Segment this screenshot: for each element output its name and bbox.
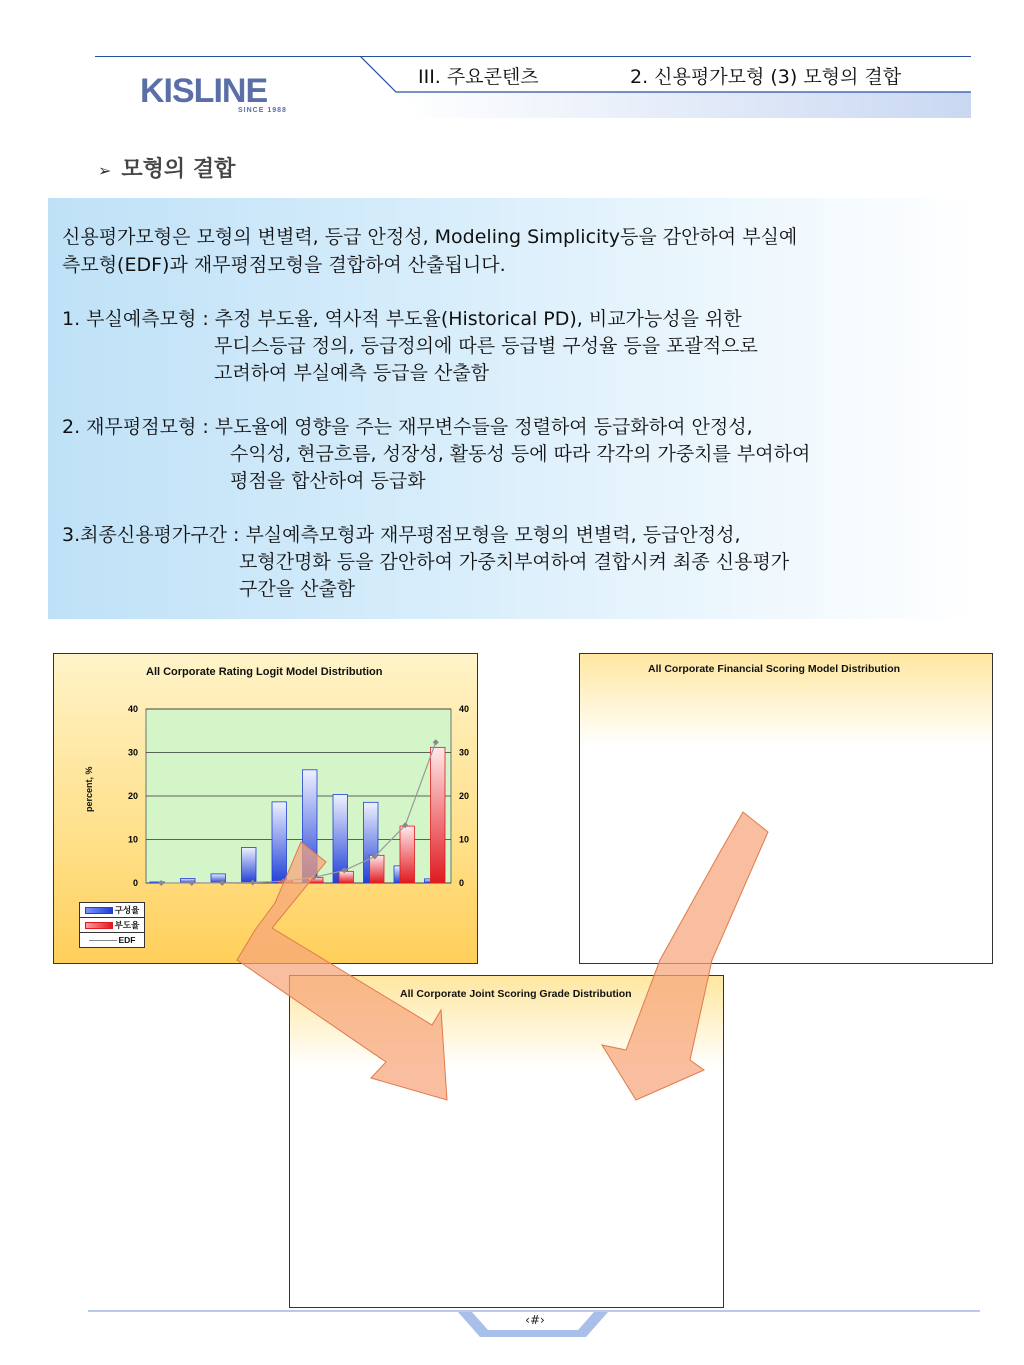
bullet-arrow-icon: ➢	[98, 161, 112, 180]
body-line: 모형간명화 등을 감안하여 가중치부여하여 결합시켜 최종 신용평가	[239, 551, 790, 573]
y-tick-label: 0	[132, 878, 138, 888]
body-line: 신용평가모형은 모형의 변별력, 등급 안정성, Modeling Simplicity등을 감안하여 부실예	[62, 226, 798, 248]
right-flow-arrow-icon	[602, 812, 768, 1100]
y2-tick-label: 10	[459, 834, 470, 845]
body-line: 측모형(EDF)과 재무평점모형을 결합하여 산출됩니다.	[62, 254, 506, 276]
y-tick-label: 30	[127, 747, 138, 758]
body-line: 무디스등급 정의, 등급정의에 따른 등급별 구성율 등을 포괄적으로	[214, 335, 758, 357]
body-line: 평점을 합산하여 등급화	[230, 470, 426, 492]
legend-label: 부도율	[114, 920, 140, 930]
y2-tick-label: 0	[459, 878, 465, 888]
y-axis-label: percent, %	[84, 766, 94, 812]
body-line: 3.최종신용평가구간 : 부실예측모형과 재무평점모형을 모형의 변별력, 등급안정성,	[62, 524, 741, 546]
legend-label: EDF	[118, 935, 136, 945]
y2-tick-label: 20	[459, 791, 470, 801]
y-tick-label: 10	[127, 834, 138, 845]
chart-title: All Corporate Rating Logit Model Distribution	[146, 666, 383, 678]
left-flow-arrow-icon	[237, 842, 447, 1100]
body-line: 구간을 산출함	[239, 578, 356, 600]
y-tick-label: 40	[127, 704, 138, 714]
kisline-logo-since: SINCE 1988	[238, 107, 287, 114]
subsection-title: 2. 신용평가모형 (3) 모형의 결합	[630, 66, 902, 88]
legend-label: 구성율	[114, 905, 140, 915]
body-line: 고려하여 부실예측 등급을 산출함	[214, 362, 490, 384]
page-number: ‹#›	[525, 1313, 545, 1327]
section-title: III. 주요콘텐츠	[418, 66, 539, 88]
y2-tick-label: 40	[459, 704, 470, 714]
chart-title: All Corporate Financial Scoring Model Distribution	[648, 663, 901, 675]
chart-title: All Corporate Joint Scoring Grade Distribution	[400, 988, 632, 1000]
body-line: 수익성, 현금흐름, 성장성, 활동성 등에 따라 각각의 가중치를 부여하여	[230, 443, 811, 465]
y-tick-label: 20	[127, 791, 138, 801]
body-line: 2. 재무평점모형 : 부도율에 영향을 주는 재무변수들을 정렬하여 등급화하여 안정성,	[62, 416, 753, 438]
heading-text: 모형의 결합	[121, 157, 236, 182]
y2-tick-label: 30	[459, 747, 470, 758]
body-line: 1. 부실예측모형 : 추정 부도율, 역사적 부도율(Historical PD), 비교가능성을 위한	[62, 308, 742, 330]
kisline-logo: KISLINE	[140, 72, 268, 110]
